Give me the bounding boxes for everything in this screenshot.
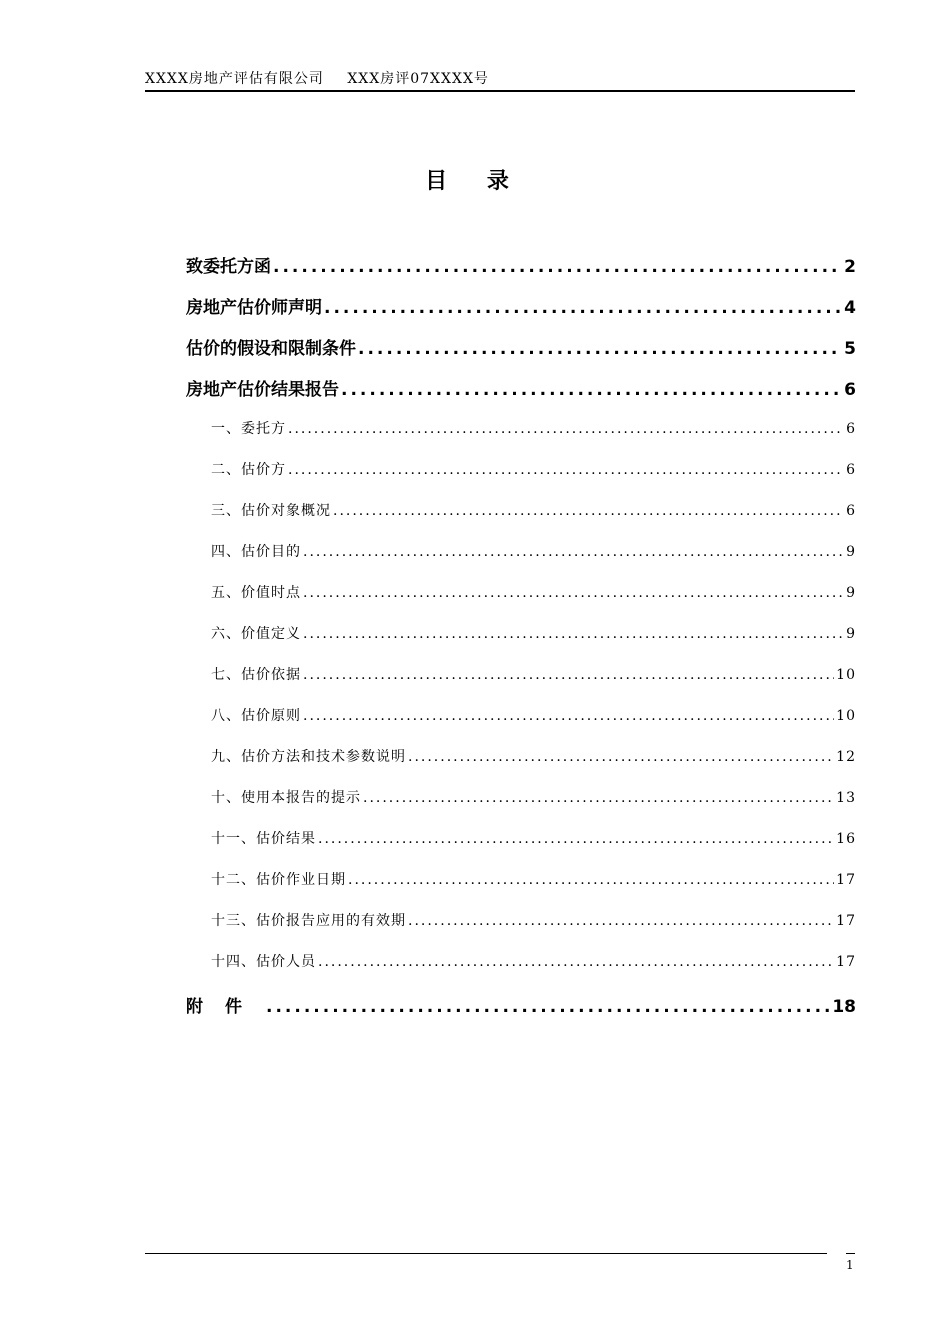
page-title: 目 录 bbox=[425, 169, 525, 194]
toc-dot-leader bbox=[303, 708, 834, 724]
toc-item-label: 四、估价目的 bbox=[211, 544, 301, 560]
toc-item-label: 八、估价原则 bbox=[211, 708, 301, 724]
page-number: 1 bbox=[846, 1258, 854, 1272]
toc-item-page: 9 bbox=[846, 626, 856, 642]
toc-item-page: 6 bbox=[844, 380, 856, 400]
toc-item-page: 18 bbox=[832, 997, 856, 1017]
toc-item-page: 6 bbox=[846, 421, 856, 437]
toc-subitem-2[interactable] bbox=[211, 459, 856, 479]
toc-item-result-report[interactable] bbox=[186, 375, 856, 400]
toc-dot-leader bbox=[303, 667, 834, 683]
toc-item-label: 三、估价对象概况 bbox=[211, 503, 331, 519]
toc-item-label: 附件 bbox=[186, 997, 264, 1017]
toc-item-page: 12 bbox=[836, 749, 856, 765]
page-header bbox=[145, 68, 855, 92]
toc-dot-leader bbox=[273, 257, 842, 277]
toc-dot-leader bbox=[341, 380, 842, 400]
toc-dot-leader bbox=[324, 298, 842, 318]
footer-page-mark bbox=[846, 1253, 855, 1254]
toc-item-label: 房地产估价师声明 bbox=[186, 298, 322, 318]
toc-dot-leader bbox=[408, 913, 834, 929]
toc-item-page: 6 bbox=[846, 462, 856, 478]
footer-rule bbox=[145, 1253, 827, 1254]
toc-item-page: 5 bbox=[844, 339, 856, 359]
toc-subitem-13[interactable] bbox=[211, 910, 856, 930]
toc-item-attachments[interactable] bbox=[186, 992, 856, 1017]
toc-subitem-7[interactable] bbox=[211, 664, 856, 684]
toc-item-label: 二、估价方 bbox=[211, 462, 286, 478]
toc-subitem-1[interactable] bbox=[211, 418, 856, 438]
toc-subitem-12[interactable] bbox=[211, 869, 856, 889]
toc-item-label: 估价的假设和限制条件 bbox=[186, 339, 356, 359]
toc-item-page: 10 bbox=[836, 708, 856, 724]
toc-dot-leader bbox=[303, 544, 844, 560]
toc-item-label: 十二、估价作业日期 bbox=[211, 872, 346, 888]
toc-dot-leader bbox=[333, 503, 844, 519]
toc-subitem-5[interactable] bbox=[211, 582, 856, 602]
toc-dot-leader bbox=[288, 421, 844, 437]
toc-subitem-6[interactable] bbox=[211, 623, 856, 643]
toc-item-page: 2 bbox=[844, 257, 856, 277]
toc-item-label: 十四、估价人员 bbox=[211, 954, 316, 970]
toc-item-assumptions[interactable] bbox=[186, 334, 856, 359]
toc-dot-leader bbox=[288, 462, 844, 478]
toc-item-page: 9 bbox=[846, 585, 856, 601]
toc-dot-leader bbox=[318, 954, 834, 970]
toc-item-label: 六、价值定义 bbox=[211, 626, 301, 642]
toc-subitem-9[interactable] bbox=[211, 746, 856, 766]
toc-subitem-4[interactable] bbox=[211, 541, 856, 561]
toc-item-page: 17 bbox=[836, 872, 856, 888]
toc-dot-leader bbox=[303, 585, 844, 601]
toc-item-label: 房地产估价结果报告 bbox=[186, 380, 339, 400]
toc-dot-leader bbox=[408, 749, 834, 765]
toc-item-page: 6 bbox=[846, 503, 856, 519]
toc-item-page: 17 bbox=[836, 954, 856, 970]
toc-item-page: 16 bbox=[836, 831, 856, 847]
toc-item-page: 10 bbox=[836, 667, 856, 683]
toc-dot-leader bbox=[363, 790, 834, 806]
toc-item-page: 9 bbox=[846, 544, 856, 560]
toc-item-label: 十一、估价结果 bbox=[211, 831, 316, 847]
toc-item-label: 致委托方函 bbox=[186, 257, 271, 277]
toc-dot-leader bbox=[303, 626, 844, 642]
toc-item-label: 一、委托方 bbox=[211, 421, 286, 437]
header-report-number: XXX房评07XXXX号 bbox=[347, 71, 489, 87]
toc-subitem-14[interactable] bbox=[211, 951, 856, 971]
toc-item-letter-to-client[interactable] bbox=[186, 252, 856, 277]
toc-subitem-11[interactable] bbox=[211, 828, 856, 848]
toc-item-label: 十、使用本报告的提示 bbox=[211, 790, 361, 806]
toc-item-page: 4 bbox=[844, 298, 856, 318]
toc-item-label: 五、价值时点 bbox=[211, 585, 301, 601]
toc-dot-leader bbox=[318, 831, 834, 847]
toc-dot-leader bbox=[358, 339, 842, 359]
toc-subitem-8[interactable] bbox=[211, 705, 856, 725]
toc-subitem-3[interactable] bbox=[211, 500, 856, 520]
toc-item-label: 九、估价方法和技术参数说明 bbox=[211, 749, 406, 765]
header-company: XXXX房地产评估有限公司 bbox=[145, 71, 324, 87]
toc-item-page: 13 bbox=[836, 790, 856, 806]
toc-item-page: 17 bbox=[836, 913, 856, 929]
toc-dot-leader bbox=[266, 997, 830, 1017]
toc-item-appraiser-statement[interactable] bbox=[186, 293, 856, 318]
toc-item-label: 七、估价依据 bbox=[211, 667, 301, 683]
toc-dot-leader bbox=[348, 872, 834, 888]
toc-subitem-10[interactable] bbox=[211, 787, 856, 807]
toc-item-label: 十三、估价报告应用的有效期 bbox=[211, 913, 406, 929]
